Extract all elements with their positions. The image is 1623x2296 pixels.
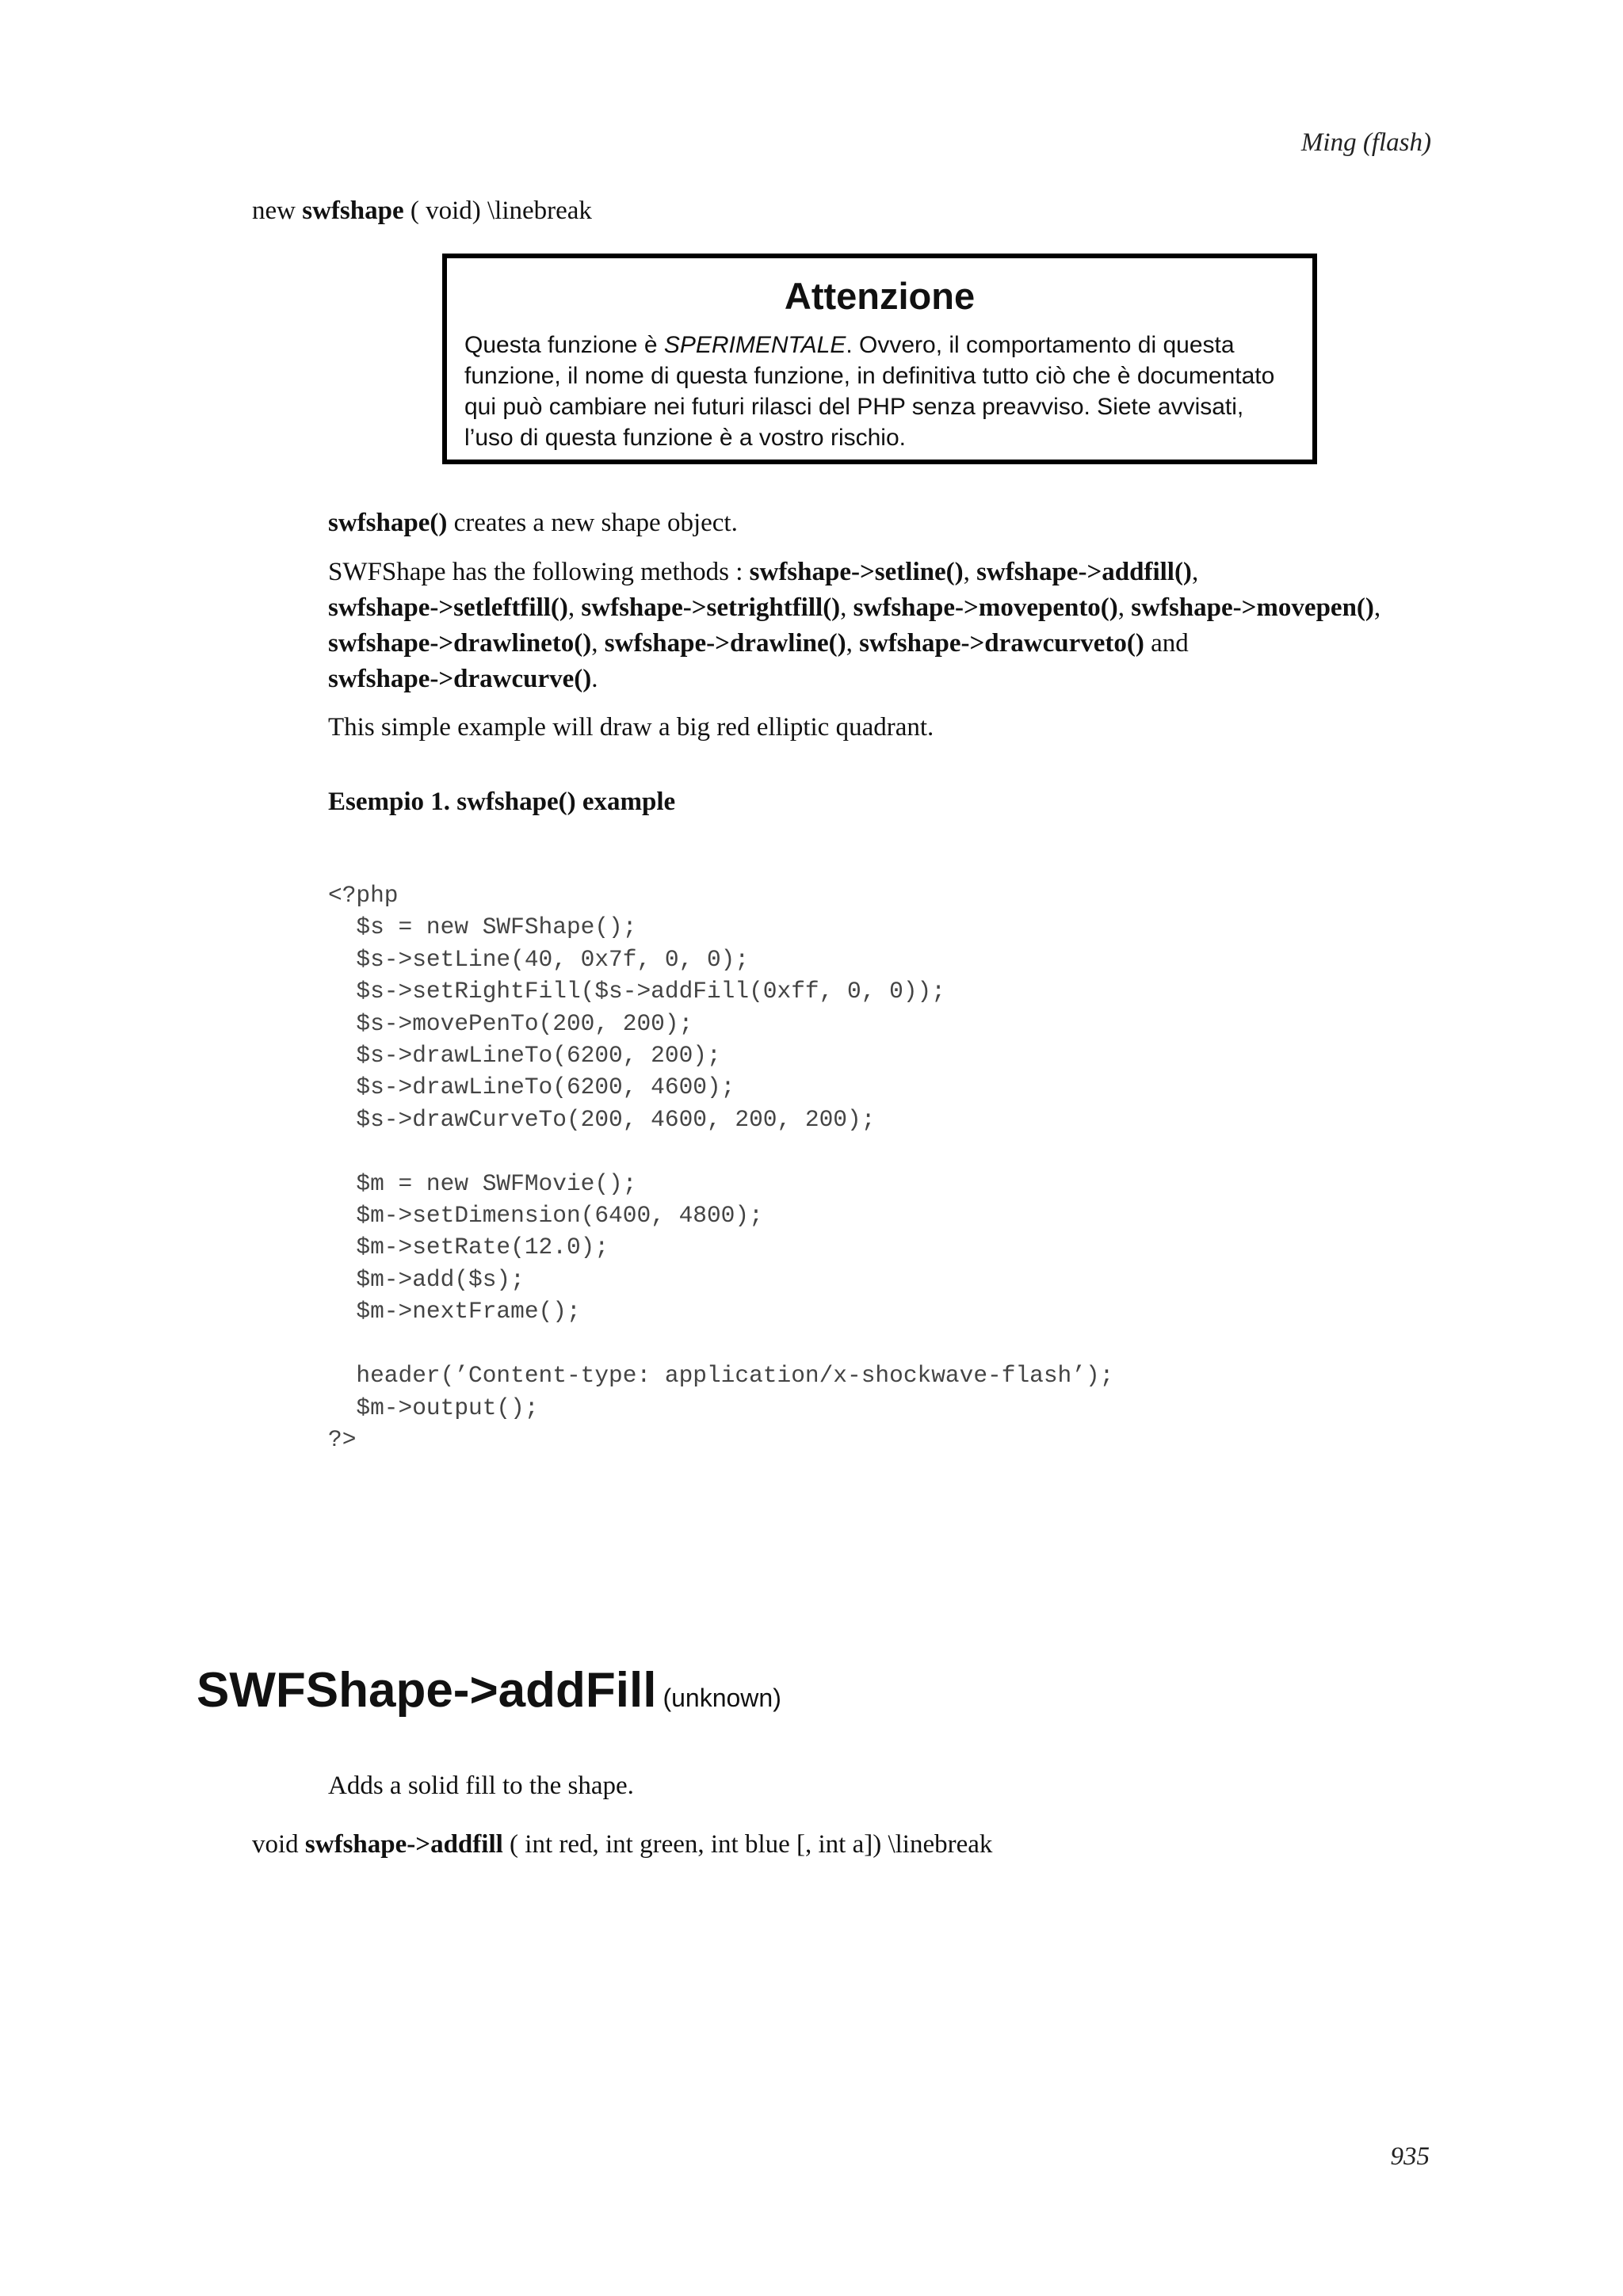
running-header: Ming (flash): [1300, 128, 1431, 157]
intro-text: creates a new shape object.: [447, 509, 738, 537]
method-link[interactable]: swfshape->setline(): [749, 558, 964, 586]
method-link[interactable]: swfshape->movepento(): [853, 593, 1118, 622]
intro-function-name: swfshape(): [328, 509, 448, 537]
method-link[interactable]: swfshape->drawcurveto(): [859, 629, 1144, 658]
method-link[interactable]: swfshape->setleftfill(): [328, 593, 568, 622]
section-purpose: (unknown): [663, 1684, 781, 1712]
synopsis-params: ( int red, int green, int blue [, int a]) \linebreak: [502, 1830, 993, 1859]
synopsis-return-type: void: [252, 1830, 305, 1859]
separator: ,: [1117, 593, 1132, 622]
synopsis-function-name: swfshape->addfill: [304, 1830, 503, 1859]
method-link[interactable]: swfshape->drawlineto(): [328, 629, 592, 658]
code-listing: <?php $s = new SWFShape(); $s->setLine(40, 0x7f, 0, 0); $s->setRightFill($s->addFill(0xff, 0, 0)); $s->movePenTo(200, 200); $s->drawLineTo(6200, 200); $s->drawLineTo(6200, 4600); $s->drawCurveTo(200, 4600, 200, 200); $m = new SWFMovie(); $m->setDimension(6400, 4800); $m->setRate(12.0); $m->add($s); $m->nextFrame(); header(’Content-type: application/x-shockwave-flash’); $m->output(); ?>: [328, 882, 1114, 1453]
method-link[interactable]: swfshape->setrightfill(): [581, 593, 841, 622]
warning-text-end: . Ovvero, il comportamento di questa funzione, il nome di questa funzione, in definitiva tutto ciò che è documentato qui può cambiare nei futuri rilasci del PHP senza preavviso. Siete avvisati, l’uso di questa funzione è a vostro rischio.: [464, 332, 1275, 451]
methods-intro: SWFShape has the following methods :: [328, 558, 750, 586]
separator: ,: [963, 558, 977, 586]
methods-paragraph: [328, 555, 1438, 697]
period: .: [591, 665, 598, 693]
warning-text-start: Questa funzione è: [464, 332, 664, 358]
synopsis-params: ( void) \linebreak: [403, 196, 592, 225]
warning-emphasis: SPERIMENTALE: [663, 332, 846, 358]
warning-title: Attenzione: [784, 275, 976, 317]
separator: ,: [591, 629, 605, 658]
function-synopsis-addfill: [252, 1830, 992, 1859]
synopsis-function-name: swfshape: [302, 196, 404, 225]
method-link[interactable]: swfshape->drawcurve(): [328, 665, 592, 693]
method-link[interactable]: swfshape->movepen(): [1131, 593, 1374, 622]
separator: ,: [840, 593, 854, 622]
section-title: SWFShape->addFill: [197, 1663, 657, 1718]
method-link[interactable]: swfshape->addfill(): [976, 558, 1192, 586]
separator: ,: [846, 629, 860, 658]
page-number: 935: [1390, 2142, 1430, 2171]
section-description: Adds a solid fill to the shape.: [328, 1772, 634, 1800]
function-synopsis-new-swfshape: [252, 196, 592, 226]
section-heading: [197, 1662, 781, 1718]
description-intro: [328, 505, 1438, 541]
separator: ,: [1191, 558, 1199, 586]
method-link[interactable]: swfshape->drawline(): [604, 629, 846, 658]
experimental-warning-box: [442, 254, 1317, 464]
warning-text: [464, 330, 1295, 453]
separator: ,: [1373, 593, 1381, 622]
conjunction: and: [1144, 629, 1189, 658]
example-intro: This simple example will draw a big red elliptic quadrant.: [328, 713, 934, 742]
example-title: Esempio 1. swfshape() example: [328, 788, 676, 816]
separator: ,: [567, 593, 582, 622]
synopsis-return-type: new: [252, 196, 303, 225]
